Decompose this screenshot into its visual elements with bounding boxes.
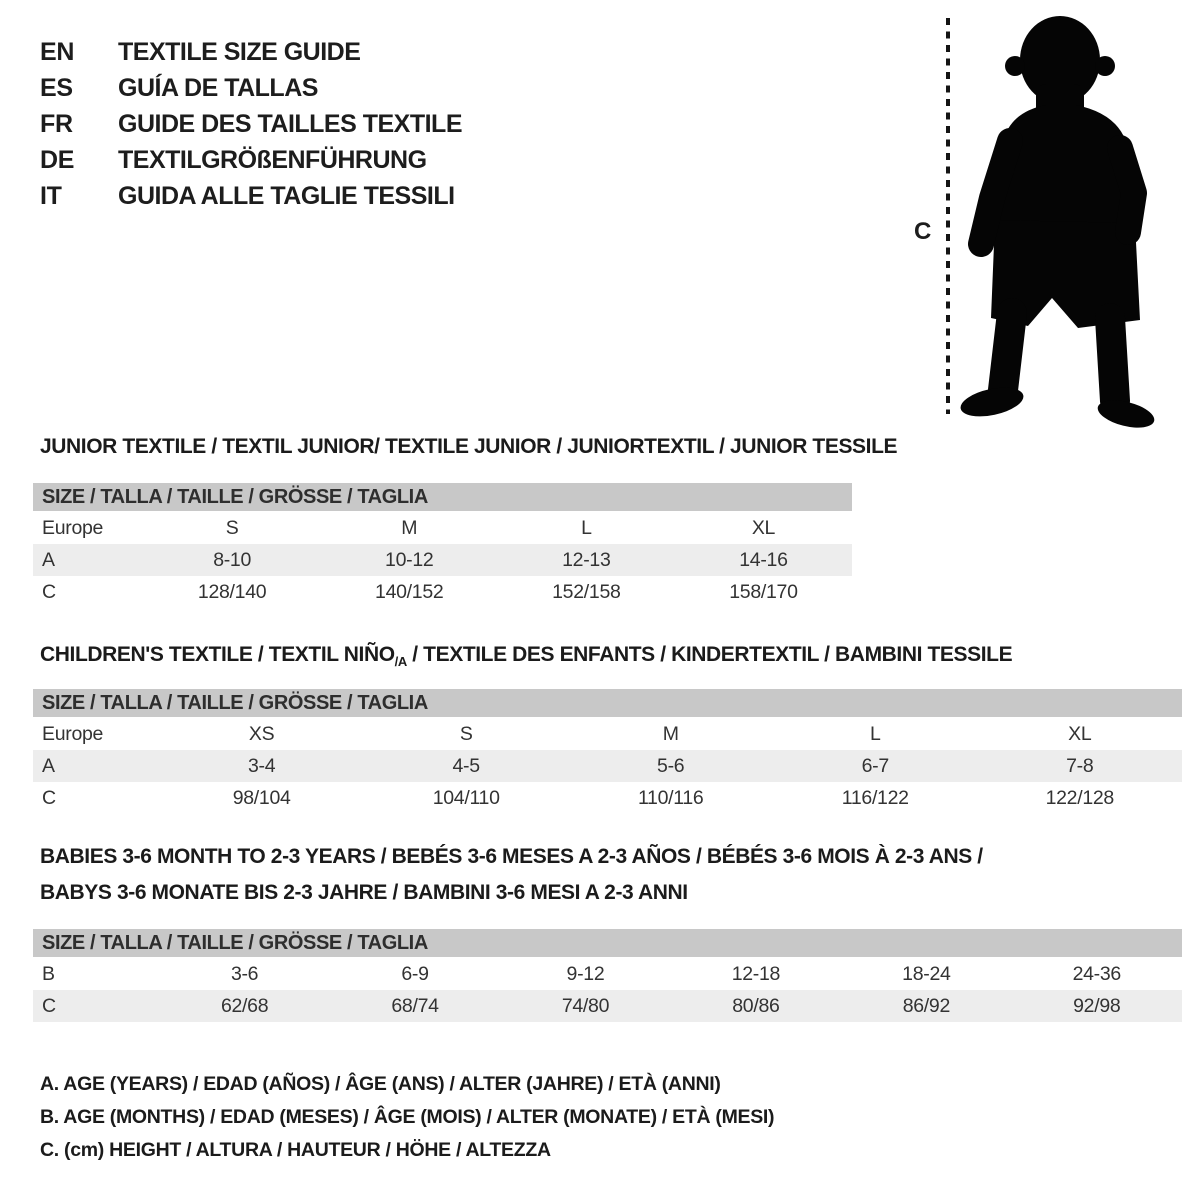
table-cell: 14-16 bbox=[739, 548, 788, 571]
table-cell: 7-8 bbox=[1066, 754, 1094, 777]
table-cell: 152/158 bbox=[552, 580, 621, 603]
table-cell: 80/86 bbox=[732, 994, 780, 1017]
children-table bbox=[33, 718, 1182, 814]
language-title-list bbox=[40, 34, 462, 214]
row-label: A bbox=[42, 754, 55, 777]
table-row bbox=[33, 718, 1182, 750]
table-cell: 3-4 bbox=[247, 754, 276, 777]
row-label: Europe bbox=[42, 516, 104, 539]
legend-line: A. AGE (YEARS) / EDAD (AÑOS) / ÂGE (ANS) / ALTER (JAHRE) / ETÀ (ANNI) bbox=[40, 1073, 721, 1095]
language-title: GUÍA DE TALLAS bbox=[118, 73, 318, 102]
table-cell: M bbox=[662, 722, 679, 745]
table-cell: L bbox=[581, 516, 592, 539]
table-cell: 122/128 bbox=[1045, 786, 1114, 809]
table-cell: 18-24 bbox=[902, 962, 951, 985]
children-size-header: SIZE / TALLA / TAILLE / GRÖSSE / TAGLIA bbox=[33, 689, 1182, 717]
language-row bbox=[40, 178, 462, 214]
row-label: A bbox=[42, 548, 55, 571]
table-cell: XL bbox=[751, 516, 776, 539]
junior-title bbox=[40, 436, 897, 458]
table-cell: 158/170 bbox=[729, 580, 798, 603]
table-cell: 6-7 bbox=[861, 754, 889, 777]
legend-line: C. (cm) HEIGHT / ALTURA / HAUTEUR / HÖHE / ALTEZZA bbox=[40, 1139, 551, 1161]
table-cell: S bbox=[225, 516, 239, 539]
table-cell: 86/92 bbox=[902, 994, 950, 1017]
language-row bbox=[40, 70, 462, 106]
table-cell: 5-6 bbox=[657, 754, 685, 777]
table-row bbox=[33, 576, 852, 608]
junior-table bbox=[33, 512, 852, 608]
table-cell: S bbox=[459, 722, 473, 745]
table-cell: L bbox=[869, 722, 881, 745]
table-row bbox=[33, 958, 1182, 990]
table-cell: 10-12 bbox=[385, 548, 434, 571]
table-cell: 128/140 bbox=[197, 580, 267, 603]
table-cell: 6-9 bbox=[401, 962, 429, 985]
children-title bbox=[40, 644, 1012, 673]
language-row bbox=[40, 34, 462, 70]
row-label: B bbox=[42, 962, 55, 985]
toddler-silhouette-icon bbox=[950, 8, 1160, 433]
table-cell: 92/98 bbox=[1073, 994, 1121, 1017]
table-cell: XS bbox=[248, 722, 275, 745]
legend bbox=[40, 1068, 774, 1167]
table-cell: 116/122 bbox=[841, 786, 909, 809]
babies-title bbox=[40, 846, 983, 904]
table-row bbox=[33, 782, 1182, 814]
row-label: C bbox=[42, 994, 56, 1017]
language-title: GUIDE DES TAILLES TEXTILE bbox=[118, 109, 463, 138]
section-title-line: BABIES 3-6 MONTH TO 2-3 YEARS / BEBÉS 3-6 MESES A 2-3 AÑOS / BÉBÉS 3-6 MOIS À 2-3 ANS / bbox=[40, 845, 983, 868]
row-label: C bbox=[42, 786, 56, 809]
table-cell: 140/152 bbox=[375, 580, 444, 603]
table-cell: 4-5 bbox=[452, 754, 480, 777]
height-measure-label: C bbox=[914, 218, 932, 245]
table-cell: 12-18 bbox=[731, 962, 781, 985]
table-cell: 98/104 bbox=[232, 786, 291, 809]
table-cell: 9-12 bbox=[566, 962, 605, 985]
table-row bbox=[33, 750, 1182, 782]
table-cell: 8-10 bbox=[213, 548, 252, 571]
row-label: Europe bbox=[42, 722, 104, 745]
table-row bbox=[33, 512, 852, 544]
babies-size-header: SIZE / TALLA / TAILLE / GRÖSSE / TAGLIA bbox=[33, 929, 1182, 957]
table-cell: 74/80 bbox=[561, 994, 610, 1017]
language-code: IT bbox=[40, 181, 62, 210]
legend-line: B. AGE (MONTHS) / EDAD (MESES) / ÂGE (MOIS) / ALTER (MONATE) / ETÀ (MESI) bbox=[40, 1106, 775, 1128]
language-title: TEXTILE SIZE GUIDE bbox=[118, 37, 361, 66]
junior-size-header: SIZE / TALLA / TAILLE / GRÖSSE / TAGLIA bbox=[33, 483, 852, 511]
row-label: C bbox=[42, 580, 56, 603]
language-code: FR bbox=[40, 109, 73, 138]
language-title: GUIDA ALLE TAGLIE TESSILI bbox=[118, 181, 455, 210]
language-code: EN bbox=[40, 37, 75, 66]
language-code: ES bbox=[40, 73, 73, 102]
babies-table bbox=[33, 958, 1182, 1022]
table-cell: 110/116 bbox=[637, 786, 704, 809]
table-cell: 68/74 bbox=[391, 994, 439, 1017]
language-row bbox=[40, 106, 462, 142]
table-cell: 24-36 bbox=[1072, 962, 1121, 985]
table-row bbox=[33, 544, 852, 576]
section-title-line: BABYS 3-6 MONATE BIS 2-3 JAHRE / BAMBINI 3-6 MESI A 2-3 ANNI bbox=[40, 881, 688, 904]
language-title: TEXTILGRÖßENFÜHRUNG bbox=[118, 145, 427, 174]
table-cell: M bbox=[401, 516, 418, 539]
table-cell: 12-13 bbox=[562, 548, 611, 571]
section-title-line: JUNIOR TEXTILE / TEXTIL JUNIOR/ TEXTILE JUNIOR / JUNIORTEXTIL / JUNIOR TESSILE bbox=[40, 435, 898, 458]
section-title-line: CHILDREN'S TEXTILE / TEXTIL $NIÑO_{/A}$ / TEXTILE DES ENFANTS / KINDERTEXTIL / BAMBINI TESSILE bbox=[40, 643, 1013, 670]
language-row bbox=[40, 142, 462, 178]
table-cell: XL bbox=[1068, 722, 1092, 745]
table-cell: 62/68 bbox=[220, 994, 269, 1017]
table-cell: 3-6 bbox=[230, 962, 259, 985]
language-code: DE bbox=[40, 145, 75, 174]
table-row bbox=[33, 990, 1182, 1022]
table-cell: 104/110 bbox=[432, 786, 500, 809]
